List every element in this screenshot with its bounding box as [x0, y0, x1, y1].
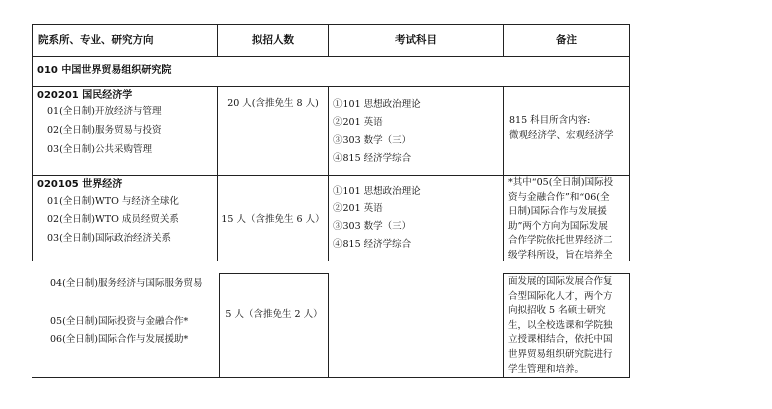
remark-line: 向拟招收 5 名硕士研究 — [508, 305, 606, 317]
department-title: 010 中国世界贸易组织研究院 — [37, 65, 172, 76]
remark-line: 级学科所设，旨在培养全 — [508, 249, 613, 261]
cont-top-border-enroll — [219, 273, 329, 274]
direction-item: 02(全日制)WTO 成员经贸关系 — [47, 214, 179, 225]
major-title: 020105 世界经济 — [37, 179, 123, 190]
remark-text — [508, 176, 613, 263]
remark-line: 助”两个方向为国际发展 — [508, 220, 608, 232]
row2-col-divider-2 — [328, 175, 329, 261]
remark-line: 815 科目所含内容: — [509, 115, 591, 126]
remark-line: 日制)国际合作与发展援 — [508, 206, 607, 217]
remark-line: 世界贸易组织研究院进行 — [508, 348, 613, 360]
subject-item: ②201 英语 — [333, 117, 383, 128]
table-top-border — [32, 24, 630, 25]
header-col-remarks: 备注 — [556, 34, 577, 46]
dept-bottom-border — [32, 86, 630, 87]
remark-line: 资与金融合作”和“06(全 — [508, 191, 610, 203]
remark-line: 合作学院依托世界经济二 — [508, 235, 613, 246]
row1-col-divider-2 — [328, 86, 329, 176]
row1-col-divider-3 — [503, 86, 504, 176]
direction-item: 03(全日制)国际政治经济关系 — [47, 233, 172, 244]
remark-line: 合型国际化人才，两个方 — [508, 290, 613, 302]
remark-line: *其中“05(全日制)国际投 — [508, 177, 614, 188]
remark-line: 微观经济学、宏观经济学 — [509, 130, 614, 141]
direction-item: 04(全日制)服务经济与国际服务贸易 — [50, 278, 203, 289]
cont-col-divider-3 — [503, 273, 504, 378]
table-right-border — [629, 24, 630, 176]
row2-col-divider-3 — [503, 175, 504, 261]
subject-item: ④815 经济学综合 — [333, 239, 412, 250]
major-title: 020201 国民经济学 — [37, 90, 133, 101]
subject-item: ③303 数学（三） — [333, 135, 412, 146]
remark-line: 立授课相结合，依托中国 — [508, 334, 613, 346]
remark-line: 学生管理和培养。 — [508, 363, 585, 375]
row2-left-border — [32, 175, 33, 261]
cont-col-divider-2 — [328, 273, 329, 378]
subject-item: ①101 思想政治理论 — [333, 186, 421, 197]
cont-right-border — [629, 273, 630, 378]
table-left-border — [32, 24, 33, 176]
header-col-enrollment: 拟招人数 — [252, 34, 294, 46]
direction-item: 01(全日制)开放经济与管理 — [47, 106, 162, 117]
header-col-program: 院系所、专业、研究方向 — [38, 34, 154, 46]
header-bottom-border — [32, 56, 630, 57]
subject-item: ③303 数学（三） — [333, 221, 412, 232]
direction-item: 02(全日制)服务贸易与投资 — [47, 125, 162, 136]
enrollment-count: 15 人（含推免生 6 人） — [221, 214, 325, 225]
direction-item: 03(全日制)公共采购管理 — [47, 144, 153, 155]
direction-item: 06(全日制)国际合作与发展援助* — [50, 334, 189, 345]
remark-text — [509, 113, 614, 143]
cont-col-divider-1 — [219, 273, 220, 378]
row2-right-border — [629, 175, 630, 261]
remark-line: 面发展的国际发展合作复 — [508, 276, 613, 287]
enrollment-count: 20 人(含推免生 8 人) — [227, 98, 319, 109]
remark-text — [508, 275, 613, 377]
header-col-subjects: 考试科目 — [395, 34, 437, 46]
direction-item: 01(全日制)WTO 与经济全球化 — [47, 196, 179, 207]
enrollment-count: 5 人（含推免生 2 人） — [225, 309, 323, 320]
subject-item: ②201 英语 — [333, 203, 383, 214]
direction-item: 05(全日制)国际投资与金融合作* — [50, 316, 189, 327]
subject-item: ①101 思想政治理论 — [333, 99, 421, 110]
cont-top-border-remark — [503, 273, 630, 274]
subject-item: ④815 经济学综合 — [333, 153, 412, 164]
remark-line: 生，以全校选课和学院独 — [508, 319, 613, 331]
